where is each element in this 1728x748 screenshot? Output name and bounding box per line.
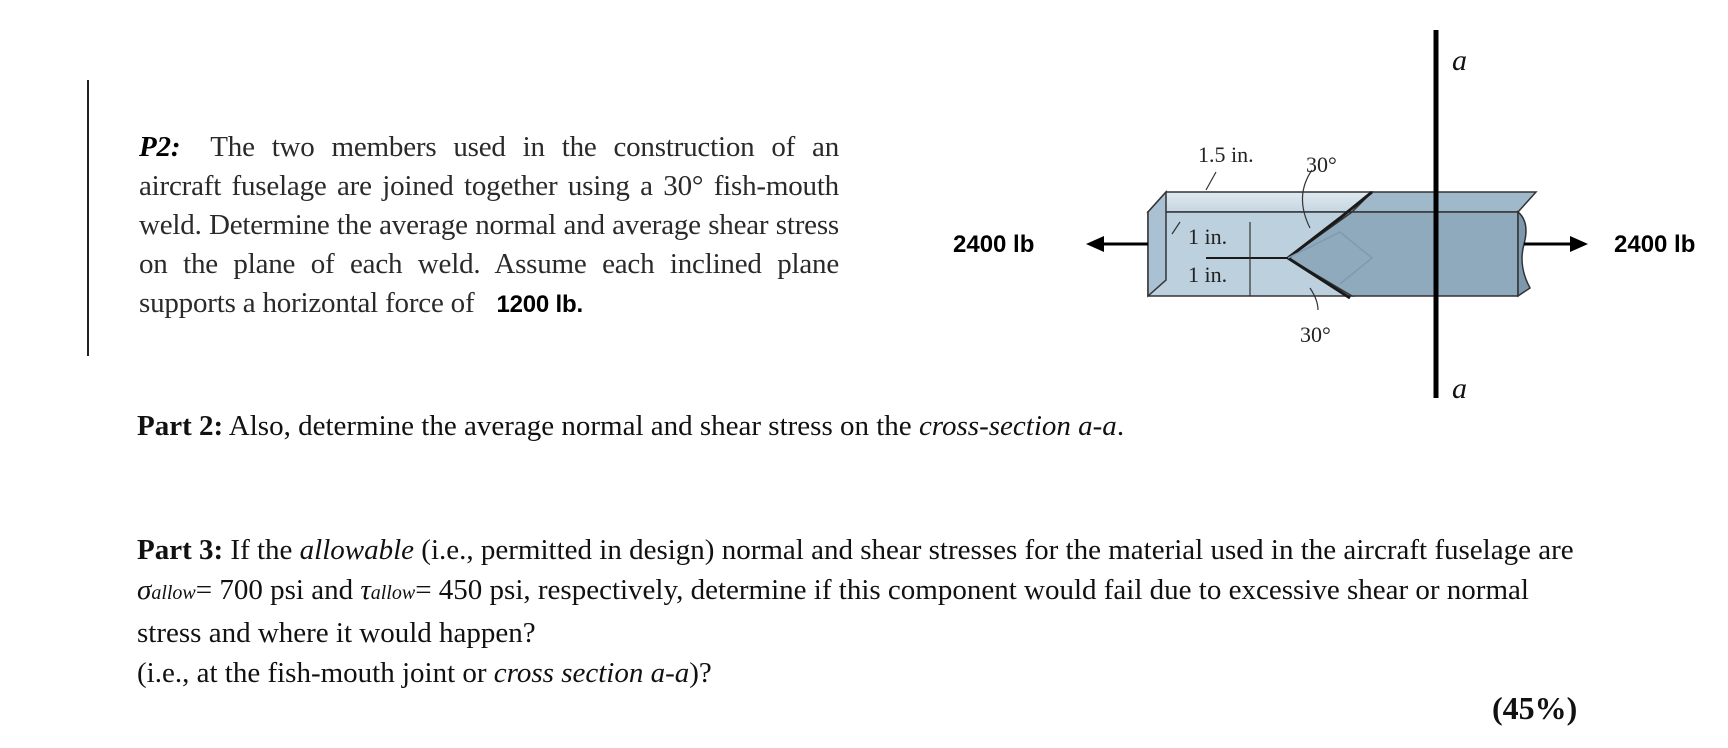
section-label-top: a: [1452, 44, 1467, 77]
score-percent: (45%): [1492, 690, 1578, 726]
part2-text: Part 2: Also, determine the average normal and shear stress on the cross-section a-a.: [137, 410, 1125, 442]
force-left-label: 2400 lb: [953, 231, 1035, 258]
angle-top: 30°: [1306, 152, 1337, 177]
force-right-label: 2400 lb: [1614, 231, 1696, 258]
left-arrow-head: [1086, 236, 1104, 252]
p2-force: 1200 lb.: [496, 291, 583, 318]
sigma-symbol: σ: [137, 574, 152, 606]
dim-top: 1 in.: [1188, 224, 1228, 249]
right-arrow-head: [1570, 236, 1588, 252]
tau-symbol: τ: [360, 574, 371, 606]
left-member-end: [1148, 192, 1166, 296]
part2-label: Part 2:: [137, 410, 224, 442]
part3-text: Part 3: If the allowable (i.e., permitted in design) normal and shear stresses for the material used in the aircraft fuselage are σallow= 700 psi and τallow= 450 psi, respectively, determine if this component would fail due to excessive shear or normal stress and where it would happen? (i.e., at the fish-mouth joint or cross section a-a)?: [137, 534, 1574, 689]
dim-width: 1.5 in.: [1198, 142, 1254, 167]
section-label-bottom: a: [1452, 372, 1467, 405]
angle-bottom: 30°: [1300, 322, 1331, 347]
part3-label: Part 3:: [137, 534, 224, 566]
right-member-top: [1352, 192, 1536, 212]
left-member-top: [1148, 192, 1372, 212]
p2-label: P2:: [139, 131, 181, 163]
p2-body: The two members used in the construction of an aircraft fuselage are joined together using a 30° fish-mouth weld. Determine the average normal and average shear stress on the plane of each weld. Assume each inclined plane supports a horizontal force of: [139, 131, 839, 319]
right-member-end: [1518, 212, 1530, 296]
dim-bottom: 1 in.: [1188, 262, 1228, 287]
